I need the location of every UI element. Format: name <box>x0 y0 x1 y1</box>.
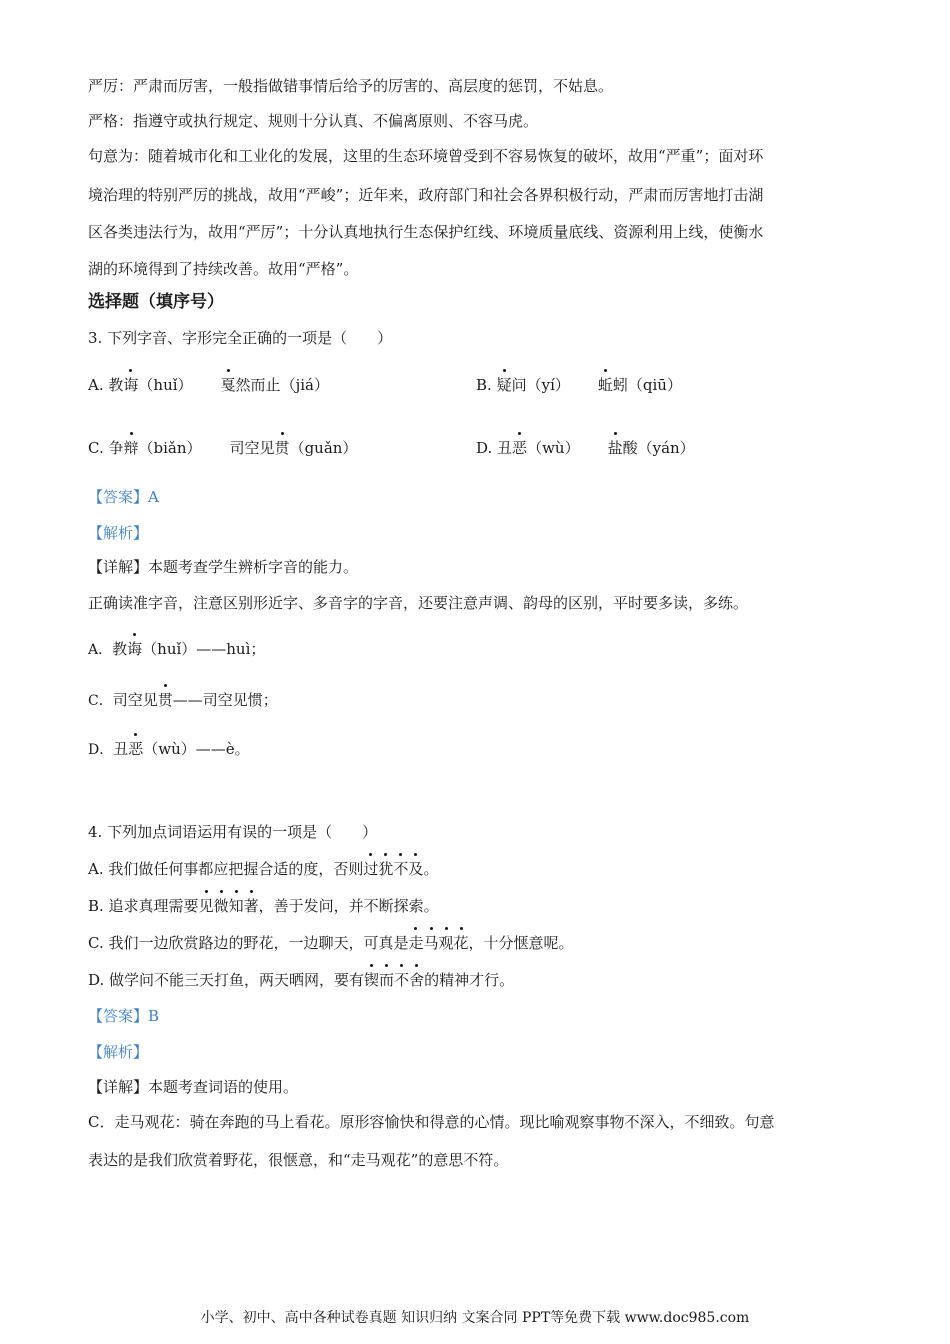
dotted-char: 恶 <box>128 740 144 758</box>
q4-answer: 【答案】B <box>88 1007 160 1025</box>
section-title: 选择题（填序号） <box>88 292 224 312</box>
q3-analysis: 【解析】 <box>88 524 149 542</box>
dotted-char: 马 <box>423 934 439 952</box>
dotted-char: 见 <box>198 897 214 915</box>
dotted-char: 舍 <box>409 971 425 989</box>
para-line: 严厉：严肃而厉害，一般指做错事情后给予的厉害的、高层度的惩罚，不姑息。 <box>88 77 614 95</box>
page-footer: 小学、初中、高中各种试卷真题 知识归纳 文案合同 PPT等免费下载 www.doc985.com <box>200 1310 750 1326</box>
dotted-char: 盐 <box>607 439 623 457</box>
dotted-char: 花 <box>453 934 469 952</box>
question-4-stem: 4. 下列加点词语运用有误的一项是（ ） <box>88 823 378 841</box>
q4-option-b: B. 追求真理需要见微知著，善于发问，并不断探索。 <box>88 897 439 915</box>
dotted-char: 辩 <box>123 439 139 457</box>
dotted-char: 走 <box>408 934 424 952</box>
dotted-char: 锲 <box>364 971 380 989</box>
dotted-char: 观 <box>438 934 454 952</box>
dotted-char: 诲 <box>127 640 143 658</box>
dotted-char: 贯 <box>274 439 290 457</box>
para-line: 句意为：随着城市化和工业化的发展，这里的生态环境曾受到不容易恢复的破坏，故用“严重”；面对环 <box>88 147 764 165</box>
question-3-stem: 3. 下列字音、字形完全正确的一项是（ ） <box>88 329 393 347</box>
dotted-char: 微 <box>213 897 229 915</box>
dotted-char: 而 <box>379 971 395 989</box>
dotted-char: 恶 <box>512 439 528 457</box>
q3-option-c: C. 争辩（biǎn） 司空见贯（guǎn） <box>88 439 358 457</box>
dotted-char: 疑 <box>496 376 512 394</box>
para-line: 严格：指遵守或执行规定、规则十分认真、不偏离原则、不容马虎。 <box>88 112 539 130</box>
q4-analysis: 【解析】 <box>88 1043 149 1061</box>
dotted-char: 戛 <box>220 376 236 394</box>
dotted-char: 过 <box>363 860 379 878</box>
q3-option-d: D. 丑恶（wù） 盐酸（yán） <box>476 439 695 457</box>
q4-detail: 【详解】本题考查词语的使用。 <box>88 1078 299 1096</box>
q3-detail: 【详解】本题考查学生辨析字音的能力。 <box>88 558 359 576</box>
q3-note: 正确读准字音，注意区别形近字、多音字的字音，还要注意声调、韵母的区别，平时要多读，多练。 <box>88 594 749 612</box>
dotted-char: 著 <box>243 897 259 915</box>
dotted-char: 诲 <box>123 376 139 394</box>
q4-explain-line: 表达的是我们欣赏着野花，很惬意，和“走马观花”的意思不符。 <box>88 1151 509 1169</box>
dotted-char: 及 <box>408 860 424 878</box>
q3-explain-d: D．丑恶（wù）——è。 <box>88 740 250 758</box>
dotted-char: 不 <box>394 971 410 989</box>
dotted-char: 知 <box>228 897 244 915</box>
dotted-char: 蚯 <box>597 376 613 394</box>
q3-option-b: B. 疑问（yí） 蚯蚓（qiū） <box>476 376 682 394</box>
q3-explain-a: A．教诲（huǐ）——huì； <box>88 640 266 658</box>
dotted-char: 贯 <box>157 691 173 709</box>
para-line: 境治理的特别严厉的挑战，故用“严峻”；近年来，政府部门和社会各界积极行动，严肃而厉害地打击湖 <box>88 186 764 204</box>
para-line: 区各类违法行为，故用“严厉”；十分认真地执行生态保护红线、环境质量底线、资源利用上线，使衡水 <box>88 223 764 241</box>
q3-explain-c: C．司空见贯——司空见惯； <box>88 691 278 709</box>
q4-option-a: A. 我们做任何事都应把握合适的度，否则过犹不及。 <box>88 860 439 878</box>
q4-option-c: C. 我们一边欣赏路边的野花，一边聊天，可真是走马观花，十分惬意呢。 <box>88 934 574 952</box>
q4-option-d: D. 做学问不能三天打鱼，两天晒网，要有锲而不舍的精神才行。 <box>88 971 515 989</box>
para-line: 湖的环境得到了持续改善。故用“严格”。 <box>88 260 359 278</box>
q3-option-a: A. 教诲（huǐ） 戛然而止（jiá） <box>88 376 329 394</box>
dotted-char: 犹 <box>378 860 394 878</box>
dotted-char: 不 <box>393 860 409 878</box>
q3-answer: 【答案】A <box>88 488 159 506</box>
q4-explain-line: C．走马观花：骑在奔跑的马上看花。原形容愉快和得意的心情。现比喻观察事物不深入，不细致。句意 <box>88 1113 775 1131</box>
